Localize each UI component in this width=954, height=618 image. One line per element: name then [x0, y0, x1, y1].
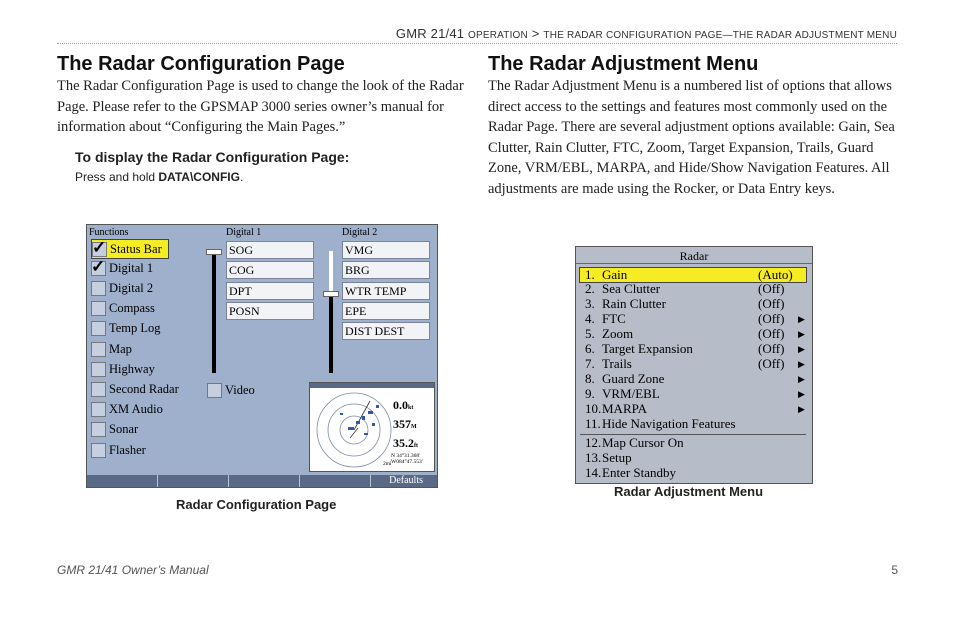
softkey-4[interactable] [300, 475, 371, 487]
menu-item-number: 1. [585, 267, 595, 282]
function-item[interactable] [91, 401, 163, 419]
right-caption: Radar Adjustment Menu [614, 484, 764, 499]
right-paragraph: The Radar Adjustment Menu is a numbered list of options that allows direct access to the settings and features most commonly used on the Radar Page. There are several adjustment options available: Gain, Sea Clutter, Rain Clutter, FTC, Zoom, Target Expansion, Trails, Guard Zone, VRM/EBL, MARPA, and Hide/Show Navigation Features. All adjustments are made using the Rocker, or Data Entry keys. [488, 78, 895, 197]
menu-item-label: Trails [602, 356, 632, 371]
functions-header: Functions [89, 227, 129, 238]
checkbox-icon[interactable] [207, 383, 222, 398]
posn-value: N 34°31.368' W084°47.553' [391, 453, 423, 465]
function-label: Status Bar [110, 241, 162, 256]
digital2-field[interactable]: WTR TEMP [342, 282, 430, 300]
digital2-header: Digital 2 [342, 227, 378, 238]
digital1-field[interactable]: POSN [226, 302, 314, 320]
submenu-arrow-icon: ▶ [798, 374, 805, 384]
digital2-slider[interactable] [329, 251, 333, 373]
function-label: Second Radar [109, 381, 179, 396]
menu-item[interactable] [580, 327, 806, 341]
menu-item-label: Hide Navigation Features [602, 416, 736, 431]
menu-item[interactable] [580, 466, 806, 480]
sog-unit: kt [408, 405, 414, 411]
checkbox-icon[interactable] [92, 242, 107, 257]
function-item[interactable] [91, 441, 146, 459]
menu-item-label: Gain [602, 267, 628, 282]
checkbox-icon[interactable] [91, 301, 106, 316]
digital1-header: Digital 1 [226, 227, 262, 238]
checkbox-icon[interactable] [91, 382, 106, 397]
defaults-softkey[interactable]: Defaults [389, 475, 423, 486]
menu-item-value: (Off) [758, 341, 785, 356]
digital2-slider-knob[interactable] [323, 291, 339, 297]
left-title: The Radar Configuration Page [57, 53, 345, 75]
function-label: Temp Log [109, 321, 161, 336]
dpt-value: 35.2 [393, 436, 414, 450]
menu-item-value: (Off) [758, 356, 785, 371]
running-header [396, 26, 897, 41]
digital1-field[interactable]: DPT [226, 282, 314, 300]
menu-item-number: 4. [585, 311, 595, 326]
function-label: Video [225, 382, 255, 397]
menu-item-number: 2. [585, 281, 595, 296]
function-label: Highway [109, 361, 155, 376]
function-label: Map [109, 341, 132, 356]
digital2-field[interactable]: DIST DEST [342, 322, 430, 340]
header-section: OPERATION [468, 30, 528, 41]
menu-item-label: FTC [602, 311, 626, 326]
procedure-step [75, 170, 243, 184]
menu-item-value: (Auto) [758, 267, 793, 282]
menu-item-label: Setup [602, 450, 632, 465]
header-product: GMR 21/41 [395, 26, 465, 41]
submenu-arrow-icon: ▶ [798, 389, 805, 399]
menu-item[interactable] [580, 357, 806, 371]
digital2-field[interactable]: BRG [342, 261, 430, 279]
menu-item-number: 5. [585, 326, 595, 341]
range-label: 2mi [383, 461, 392, 467]
menu-item-number: 6. [585, 341, 595, 356]
checkbox-icon[interactable] [91, 402, 106, 417]
function-item-video[interactable] [207, 381, 255, 399]
softkey-2[interactable] [158, 475, 229, 487]
digital1-slider-knob[interactable] [206, 249, 222, 255]
checkbox-icon[interactable] [91, 261, 106, 276]
function-item[interactable] [91, 340, 132, 358]
softkey-1[interactable] [87, 475, 158, 487]
page-number: 5 [891, 563, 898, 577]
menu-item-label: Map Cursor On [602, 435, 684, 450]
function-label: Compass [109, 301, 155, 316]
left-caption: Radar Configuration Page [176, 497, 337, 512]
menu-item[interactable] [580, 372, 806, 386]
cog-unit: M [411, 424, 417, 430]
menu-item-value: (Off) [758, 311, 785, 326]
menu-item-number: 12. [585, 435, 602, 450]
menu-item[interactable] [580, 402, 806, 416]
menu-item[interactable] [580, 282, 806, 296]
function-label: Digital 1 [109, 260, 154, 275]
cog-value: 357 [393, 417, 411, 431]
menu-item-number: 10. [585, 401, 602, 416]
step-text: Press and hold [75, 170, 159, 184]
left-paragraph: The Radar Configuration Page is used to change the look of the Radar Page. Please refer to the GPSMAP 3000 series owner’s manual for information about “Configuring the Main Pages.” [57, 78, 464, 135]
menu-item[interactable] [580, 436, 806, 450]
menu-item-value: (Off) [758, 326, 785, 341]
menu-item-number: 13. [585, 450, 602, 465]
header-separator: > [531, 26, 540, 41]
menu-item-value: (Off) [758, 281, 785, 296]
submenu-arrow-icon: ▶ [798, 404, 805, 414]
menu-item-number: 9. [585, 386, 595, 401]
menu-divider [580, 434, 806, 435]
radar-config-screenshot [86, 224, 438, 488]
function-item[interactable] [91, 320, 161, 338]
digital2-field[interactable]: EPE [342, 302, 430, 320]
menu-item-label: Sea Clutter [602, 281, 661, 296]
menu-title-divider [576, 263, 812, 264]
header-divider [57, 43, 897, 44]
checkbox-icon[interactable] [91, 321, 106, 336]
function-item[interactable] [91, 421, 138, 439]
function-label: XM Audio [109, 402, 163, 417]
procedure-heading: To display the Radar Configuration Page: [75, 149, 350, 165]
menu-item-label: Target Expansion [602, 341, 693, 356]
digital1-field[interactable]: COG [226, 261, 314, 279]
menu-item-label: Zoom [602, 326, 634, 341]
menu-item-label: Guard Zone [602, 371, 665, 386]
radar-adjust-screenshot [575, 246, 813, 484]
menu-item-label: Rain Clutter [602, 296, 666, 311]
function-item[interactable] [91, 279, 153, 297]
function-item[interactable] [91, 380, 179, 398]
menu-item-label: MARPA [602, 401, 648, 416]
menu-item-number: 14. [585, 465, 602, 480]
sog-value: 0.0 [393, 398, 408, 412]
function-label: Digital 2 [109, 280, 154, 295]
menu-item[interactable] [580, 387, 806, 401]
function-label: Flasher [109, 442, 146, 457]
key-name: DATA\CONFIG [158, 170, 240, 184]
function-item[interactable] [91, 300, 155, 318]
checkbox-icon[interactable] [91, 342, 106, 357]
checkbox-icon[interactable] [91, 281, 106, 296]
checkbox-icon[interactable] [91, 422, 106, 437]
digital1-field[interactable]: SOG [226, 241, 314, 259]
function-item[interactable] [91, 259, 153, 277]
digital1-slider[interactable] [212, 251, 216, 373]
softkey-bar [87, 475, 437, 487]
menu-item-label: Enter Standby [602, 465, 677, 480]
menu-item-label: VRM/EBL [602, 386, 660, 401]
menu-item[interactable] [580, 417, 806, 431]
checkbox-icon[interactable] [91, 443, 106, 458]
menu-title: Radar [679, 249, 709, 263]
checkbox-icon[interactable] [91, 362, 106, 377]
submenu-arrow-icon: ▶ [798, 329, 805, 339]
menu-item-value: (Off) [758, 296, 785, 311]
dpt-unit: ft [414, 443, 418, 449]
step-end: . [239, 170, 244, 184]
function-label: Sonar [109, 422, 139, 437]
footer-manual: GMR 21/41 Owner’s Manual [57, 563, 209, 577]
menu-item-number: 7. [585, 356, 595, 371]
menu-item-number: 11. [585, 416, 601, 431]
header-topic: THE RADAR CONFIGURATION PAGE—THE RADAR ADJUSTMENT MENU [543, 30, 897, 41]
menu-item[interactable] [580, 342, 806, 356]
menu-item[interactable] [580, 312, 806, 326]
menu-item-number: 8. [585, 371, 595, 386]
menu-item-number: 3. [585, 296, 595, 311]
digital2-field[interactable]: VMG [342, 241, 430, 259]
submenu-arrow-icon: ▶ [798, 359, 805, 369]
menu-item[interactable] [580, 297, 806, 311]
right-title: The Radar Adjustment Menu [488, 53, 759, 75]
softkey-3[interactable] [229, 475, 300, 487]
submenu-arrow-icon: ▶ [798, 314, 805, 324]
menu-item[interactable] [580, 451, 806, 465]
submenu-arrow-icon: ▶ [798, 344, 805, 354]
mini-data-panel [393, 385, 433, 469]
function-item[interactable] [91, 360, 155, 378]
